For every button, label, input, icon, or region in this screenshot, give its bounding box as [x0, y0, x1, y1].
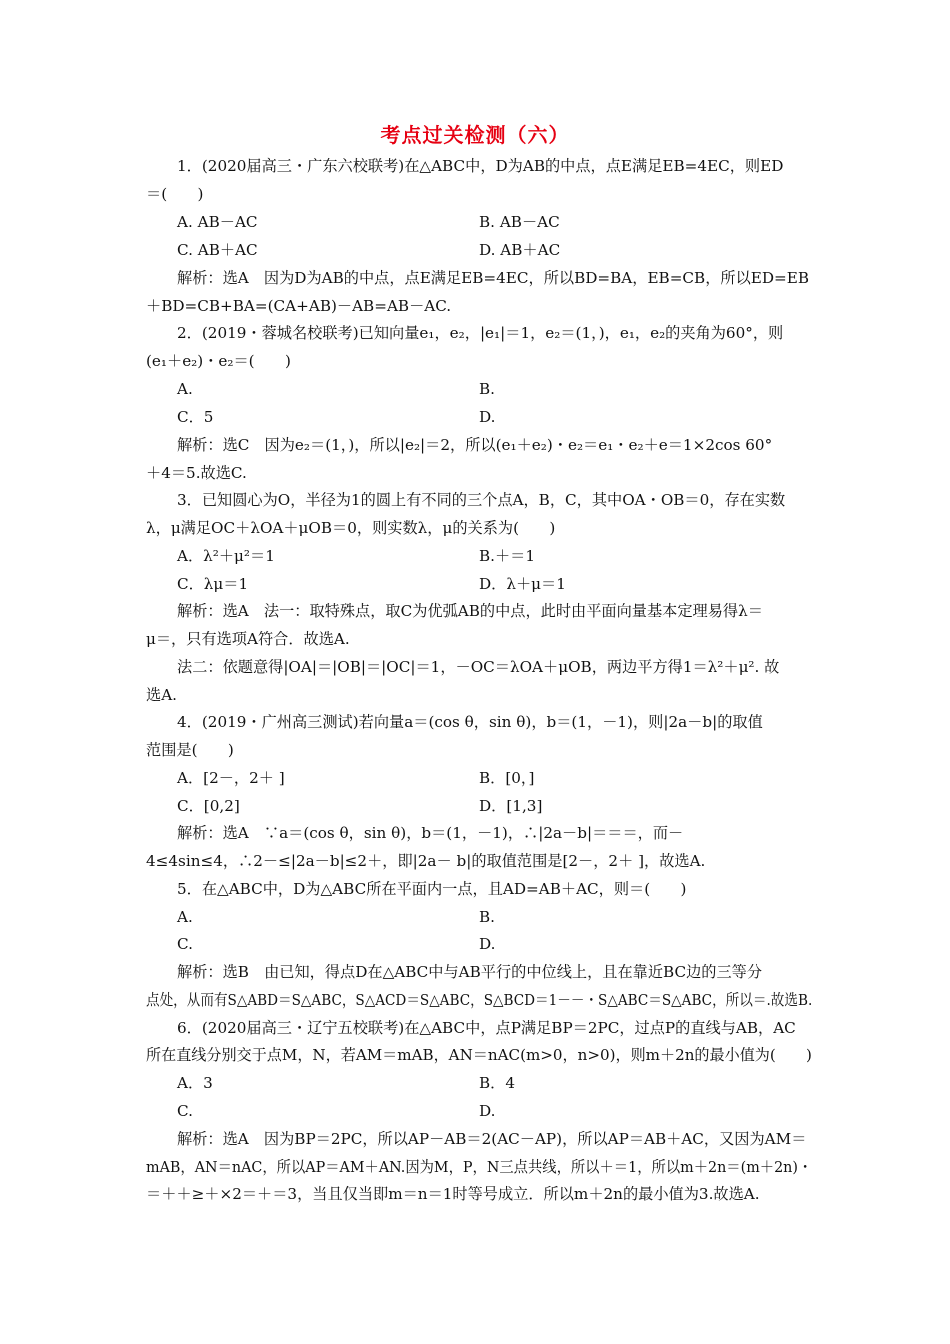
- q4-option-b: B．[0，]: [479, 769, 535, 787]
- q5-stem-line-1: 5．在△ABC中，D为△ABC所在平面内一点，且AD=AB＋AC，则＝( ): [177, 880, 687, 898]
- q1-stem-line-1: 1．(2020届高三・广东六校联考)在△ABC中，D为AB的中点，点E满足EB=4EC，则ED: [177, 157, 784, 175]
- q4-stem-line-1: 4．(2019・广州高三测试)若向量a＝(cos θ，sin θ)，b＝(1，－1)，则|2a－b|的取值: [177, 713, 763, 731]
- q6-stem-line-1: 6．(2020届高三・辽宁五校联考)在△ABC中，点P满足BP＝2PC，过点P的直线与AB，AC: [177, 1019, 796, 1037]
- q3-option-c: C．λμ＝1: [177, 575, 249, 593]
- q3-stem-line-2: λ，μ满足OC＋λOA＋μOB＝0，则实数λ，μ的关系为( ): [146, 519, 556, 537]
- q5-option-a: A.: [177, 908, 193, 926]
- q1-solution-line-2: ＋BD=CB+BA=(CA+AB)－AB=AB－AC.: [146, 297, 452, 315]
- q2-option-b: B.: [479, 380, 495, 398]
- q4-solution-line-1: 解析：选A ∵a＝(cos θ，sin θ)，b＝(1，－1)，∴|2a－b|＝＝＝，而－: [177, 824, 684, 842]
- q3-solution-line-4: 选A.: [146, 686, 177, 704]
- q3-option-d: D．λ＋μ＝1: [479, 575, 566, 593]
- q3-option-b: B.＋＝1: [479, 547, 536, 565]
- q2-option-c: C．5: [177, 408, 214, 426]
- q5-solution-line-1: 解析：选B 由已知，得点D在△ABC中与AB平行的中位线上，且在靠近BC边的三等分: [177, 963, 763, 981]
- q6-option-c: C.: [177, 1102, 193, 1120]
- q1-option-d: D. AB＋AC: [479, 241, 561, 259]
- q3-option-a: A．λ²＋μ²＝1: [177, 547, 275, 565]
- q4-solution-line-2: 4≤4sin≤4，∴2－≤|2a－b|≤2＋，即|2a－ b|的取值范围是[2－，2＋ ]，故选A.: [146, 852, 706, 870]
- q1-stem-line-2: ＝( ): [146, 185, 204, 203]
- q5-option-d: D.: [479, 935, 496, 953]
- q4-option-a: A．[2－，2＋ ]: [177, 769, 285, 787]
- q1-solution-line-1: 解析：选A 因为D为AB的中点，点E满足EB=4EC，所以BD=BA，EB=CB，所以ED=EB: [177, 269, 810, 287]
- q3-stem-line-1: 3．已知圆心为O，半径为1的圆上有不同的三个点A，B，C，其中OA・OB＝0，存在实数: [177, 491, 786, 509]
- q2-solution-line-1: 解析：选C 因为e₂＝(1，)，所以|e₂|＝2，所以(e₁＋e₂)・e₂＝e₁・e₂＋e＝1×2cos 60°: [177, 436, 773, 454]
- q2-option-a: A.: [177, 380, 193, 398]
- q1-option-b: B. AB－AC: [479, 213, 560, 231]
- q3-solution-line-2: μ＝，只有选项A符合．故选A.: [146, 630, 350, 648]
- q2-stem-line-1: 2．(2019・蓉城名校联考)已知向量e₁，e₂，|e₁|＝1，e₂＝(1，)，e₁，e₂的夹角为60°，则: [177, 324, 784, 342]
- q6-solution-line-1: 解析：选A 因为BP＝2PC，所以AP－AB＝2(AC－AP)，所以AP＝AB＋AC，又因为AM＝: [177, 1130, 807, 1148]
- q5-option-b: B.: [479, 908, 495, 926]
- q2-solution-line-2: ＋4＝5.故选C.: [146, 464, 247, 482]
- page-title: 考点过关检测（六）: [380, 123, 570, 147]
- q2-option-d: D.: [479, 408, 496, 426]
- q3-solution-line-1: 解析：选A 法一：取特殊点，取C为优弧AB的中点，此时由平面向量基本定理易得λ＝: [177, 602, 763, 620]
- q5-option-c: C.: [177, 935, 193, 953]
- q4-stem-line-2: 范围是( ): [146, 741, 234, 759]
- q4-option-c: C．[0,2]: [177, 797, 240, 815]
- q5-solution-line-2: 点处，从而有S△ABD＝S△ABC，S△ACD＝S△ABC，S△BCD＝1－－・S△ABC＝S△ABC，所以＝.故选B.: [146, 991, 813, 1009]
- q1-option-a: A. AB－AC: [177, 213, 258, 231]
- q6-option-b: B．4: [479, 1074, 516, 1092]
- q3-solution-line-3: 法二：依题意得|OA|＝|OB|＝|OC|＝1，－OC＝λOA＋μOB，两边平方得1＝λ²＋μ². 故: [177, 658, 780, 676]
- q6-option-d: D.: [479, 1102, 496, 1120]
- q1-option-c: C. AB＋AC: [177, 241, 258, 259]
- q6-solution-line-2: mAB，AN＝nAC，所以AP＝AM＋AN.因为M，P，N三点共线，所以＋＝1，所以m＋2n＝(m＋2n)・: [146, 1158, 813, 1176]
- q6-stem-line-2: 所在直线分别交于点M，N，若AM＝mAB，AN＝nAC(m>0，n>0)，则m＋2n的最小值为( ): [146, 1046, 812, 1064]
- q6-option-a: A．3: [177, 1074, 213, 1092]
- q6-solution-line-3: ＝＋＋≥＋×2＝＋＝3，当且仅当即m＝n＝1时等号成立．所以m＋2n的最小值为3.故选A.: [146, 1185, 760, 1203]
- q2-stem-line-2: (e₁＋e₂)・e₂＝( ): [146, 352, 291, 370]
- q4-option-d: D．[1,3]: [479, 797, 543, 815]
